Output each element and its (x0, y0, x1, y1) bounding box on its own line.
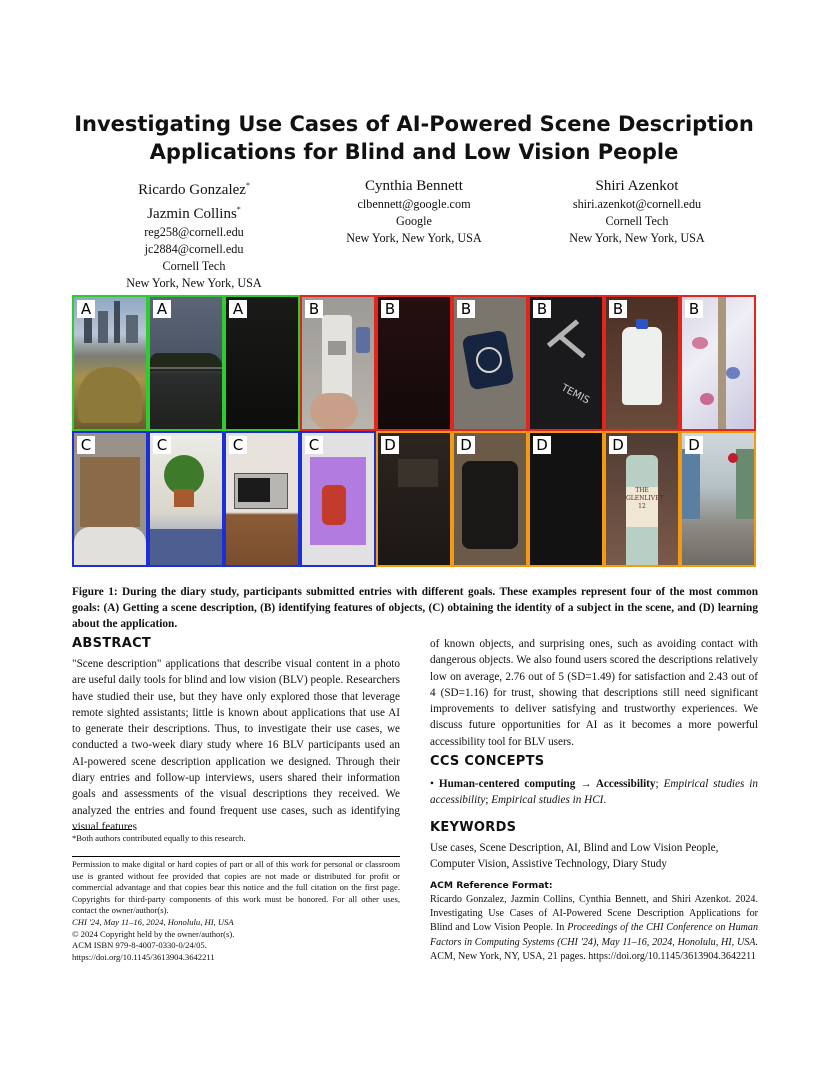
tile-label: B (305, 300, 323, 318)
background-object (356, 327, 370, 353)
tile-label: D (457, 436, 475, 454)
keywords-text: Use cases, Scene Description, AI, Blind and Low Vision People, Computer Vision, Assistive Technology, Diary Study (430, 842, 719, 871)
ccs-heading: CCS CONCEPTS (430, 754, 545, 769)
tile-label: D (609, 436, 627, 454)
cloth-shape (74, 527, 146, 565)
ccs-bullet: • (430, 778, 434, 790)
ccs-sep: ; (655, 778, 664, 790)
bag-stripe (547, 319, 579, 347)
whisky-label-line: THE (635, 487, 649, 494)
ccs-text (430, 776, 758, 809)
doi-link[interactable]: https://doi.org/10.1145/3613904.3642211 (72, 951, 215, 962)
author-name: Shiri Azenkot (595, 178, 679, 194)
tile-label: B (457, 300, 475, 318)
tile-label: B (685, 300, 703, 318)
shelf-shape (736, 449, 754, 519)
reference-text (430, 893, 758, 964)
ccs-sep: ; (485, 794, 492, 807)
whisky-label-line: GLENLIVET (626, 495, 664, 502)
pot-shape (174, 489, 194, 507)
abstract-heading: ABSTRACT (72, 636, 152, 651)
figure-tile (680, 295, 756, 431)
whisky-label (626, 487, 664, 527)
author-affiliation: Cornell Tech (605, 214, 669, 228)
equal-contribution-mark: * (245, 181, 250, 190)
ccs-concept: Empirical studies in accessibility (430, 778, 759, 807)
abstract-text-left: "Scene description" applications that describe visual content in a photo are useful daily tools for blind and low vision (BLV) people. Researchers have studied their use, but they have only explored those that leverage remote sighted assistants; little is known about applications that use AI to generate their descriptions. Thus, to investigate their use cases, we conducted a two-week diary study where 16 BLV participants used an AI-powered scene description application we designed. Through their diary entries and follow-up interviews, users shared their information goals and assessments of the visual descriptions they received. We analyzed the entries and found frequent use cases, such as identifying visual features (72, 658, 400, 833)
author-affiliation: Cornell Tech (162, 259, 226, 273)
figure-tile (452, 295, 528, 431)
can-logo-shape (476, 347, 502, 373)
author-location: New York, New York, USA (126, 276, 262, 290)
author-location: New York, New York, USA (569, 231, 705, 245)
figure-tile (224, 431, 300, 567)
building-shape (114, 301, 120, 343)
ccs-end: . (603, 794, 607, 807)
footnote-rule (72, 829, 132, 830)
foliage-shape (78, 367, 142, 423)
figure-tile (528, 295, 604, 431)
footnote: *Both authors contributed equally to this research. (72, 833, 246, 843)
figure-tile (528, 431, 604, 567)
milk-jug-shape (622, 327, 662, 405)
author-block-3 (547, 176, 727, 247)
author-location: New York, New York, USA (346, 231, 482, 245)
author-email[interactable]: reg258@cornell.edu (144, 225, 244, 239)
tile-label: D (381, 436, 399, 454)
left-column (72, 636, 400, 835)
bag-print-text: TEMIS (559, 382, 592, 407)
tile-label: C (305, 436, 323, 454)
bag-stripe (556, 333, 585, 359)
figure-caption (72, 584, 758, 632)
author-name: Cynthia Bennett (365, 178, 463, 194)
figure-tile (300, 295, 376, 431)
ccs-section (430, 754, 758, 809)
balloon-shape (728, 453, 738, 463)
isbn-line: ACM ISBN 979-8-4007-0330-0/24/05. (72, 940, 207, 951)
acm-reference (430, 880, 758, 964)
microwave-door-shape (238, 478, 270, 502)
right-column (430, 636, 758, 750)
reference-part1: Ricardo Gonzalez, Jazmin Collins, Cynthia Bennett, and Shiri Azenkot. 2024. Investigating Use Cases of AI-Powered Scene Description Applications for Blind and Low Vision People. In (430, 894, 758, 934)
paper-title (60, 110, 768, 166)
flower-print (726, 367, 740, 379)
tile-label: A (229, 300, 247, 318)
permission-block (72, 859, 400, 963)
figure-tile (376, 431, 452, 567)
figure-tile (72, 431, 148, 567)
permission-text: Permission to make digital or hard copies of part or all of this work for personal or classroom use is granted without fee provided that copies are not made or distributed for profit or commercial advantage and that copies bear this notice and the full citation on the first page. Copyrights for third-party components of this work must be honored. For all other uses, contact the owner/author(s). (72, 859, 400, 916)
author-affiliation: Google (396, 214, 432, 228)
ccs-concept: Human-centered computing → Accessibility (438, 778, 656, 790)
guitar-figure-shape (322, 485, 346, 525)
box-shape (80, 457, 140, 527)
author-block-2 (324, 176, 504, 247)
author-email[interactable]: clbennett@google.com (357, 197, 471, 211)
figure-caption-text: Figure 1: During the diary study, participants submitted entries with different goals. These examples represent four of the most common goals: (A) Getting a scene description, (B) identifying features of objects, (C) obtaining the identity of a subject in the scene, and (D) learning about the application. (72, 586, 758, 630)
figure-tile (148, 431, 224, 567)
building-shape (126, 315, 138, 343)
figure-tile (224, 295, 300, 431)
flower-print (700, 393, 714, 405)
tile-label: A (77, 300, 95, 318)
tile-label: B (533, 300, 551, 318)
ccs-concept: Empirical studies in HCI (491, 794, 604, 807)
tile-label: B (609, 300, 627, 318)
tile-label: C (77, 436, 95, 454)
keywords-section (430, 820, 758, 873)
figure-tile (604, 295, 680, 431)
author-email[interactable]: jc2884@cornell.edu (144, 242, 244, 256)
tile-label: C (153, 436, 171, 454)
figure-tile (300, 431, 376, 567)
tile-label: B (381, 300, 399, 318)
figure-tile (452, 431, 528, 567)
railing-shape (150, 367, 222, 369)
keywords-heading: KEYWORDS (430, 820, 517, 835)
hand-shape (310, 393, 358, 429)
dark-object-shape (398, 459, 438, 487)
tile-label: C (229, 436, 247, 454)
figure-tile (376, 295, 452, 431)
tile-label: D (685, 436, 703, 454)
reference-heading: ACM Reference Format: (430, 880, 553, 891)
permission-rule (72, 856, 400, 857)
whisky-label-line: 12 (638, 503, 646, 510)
flower-print (692, 337, 708, 349)
figure-tile (72, 295, 148, 431)
title-line-2: Applications for Blind and Low Vision People (149, 140, 679, 164)
author-block-1 (104, 176, 284, 292)
seam-shape (718, 297, 726, 429)
tile-label: A (153, 300, 171, 318)
desk-items-shape (150, 529, 222, 565)
figure-1-grid (72, 295, 756, 567)
figure-tile (680, 431, 756, 567)
author-name: Ricardo Gonzalez (138, 182, 246, 198)
tile-label: D (533, 436, 551, 454)
reference-part2: ACM, New York, NY, USA, 21 pages. https://doi.org/10.1145/3613904.3642211 (430, 950, 756, 962)
container-shape (462, 461, 518, 549)
title-line-1: Investigating Use Cases of AI-Powered Scene Description (74, 112, 754, 136)
copyright-line: © 2024 Copyright held by the owner/author(s). (72, 928, 235, 939)
figure-tile (148, 295, 224, 431)
venue-line: CHI '24, May 11–16, 2024, Honolulu, HI, USA (72, 916, 234, 927)
jug-cap-shape (636, 319, 648, 329)
figure-tile (604, 431, 680, 567)
abstract-text-right: of known objects, and surprising ones, such as avoiding contact with dangerous objects. We also found users scored the descriptions relatively low on average, 2.76 out of 5 (SD=1.49) for satisfaction and 2.43 out of 4 (SD=1.16) for trust, showing that descriptions still need significant improvements to deliver satisfying and trustworthy experiences. We discuss future opportunities for AI as it becomes a more powerful accessibility tool for BLV users. (430, 638, 758, 748)
author-email[interactable]: shiri.azenkot@cornell.edu (572, 197, 702, 211)
bottle-label-shape (328, 341, 346, 355)
reference-proceedings: Proceedings of the CHI Conference on Human Factors in Computing Systems (CHI '24), May 11–16, 2024, Honolulu, HI, USA. (430, 922, 758, 948)
building-shape (98, 311, 108, 343)
shelf-shape (682, 449, 700, 519)
author-name: Jazmin Collins (147, 206, 237, 222)
equal-contribution-mark: * (236, 205, 241, 214)
